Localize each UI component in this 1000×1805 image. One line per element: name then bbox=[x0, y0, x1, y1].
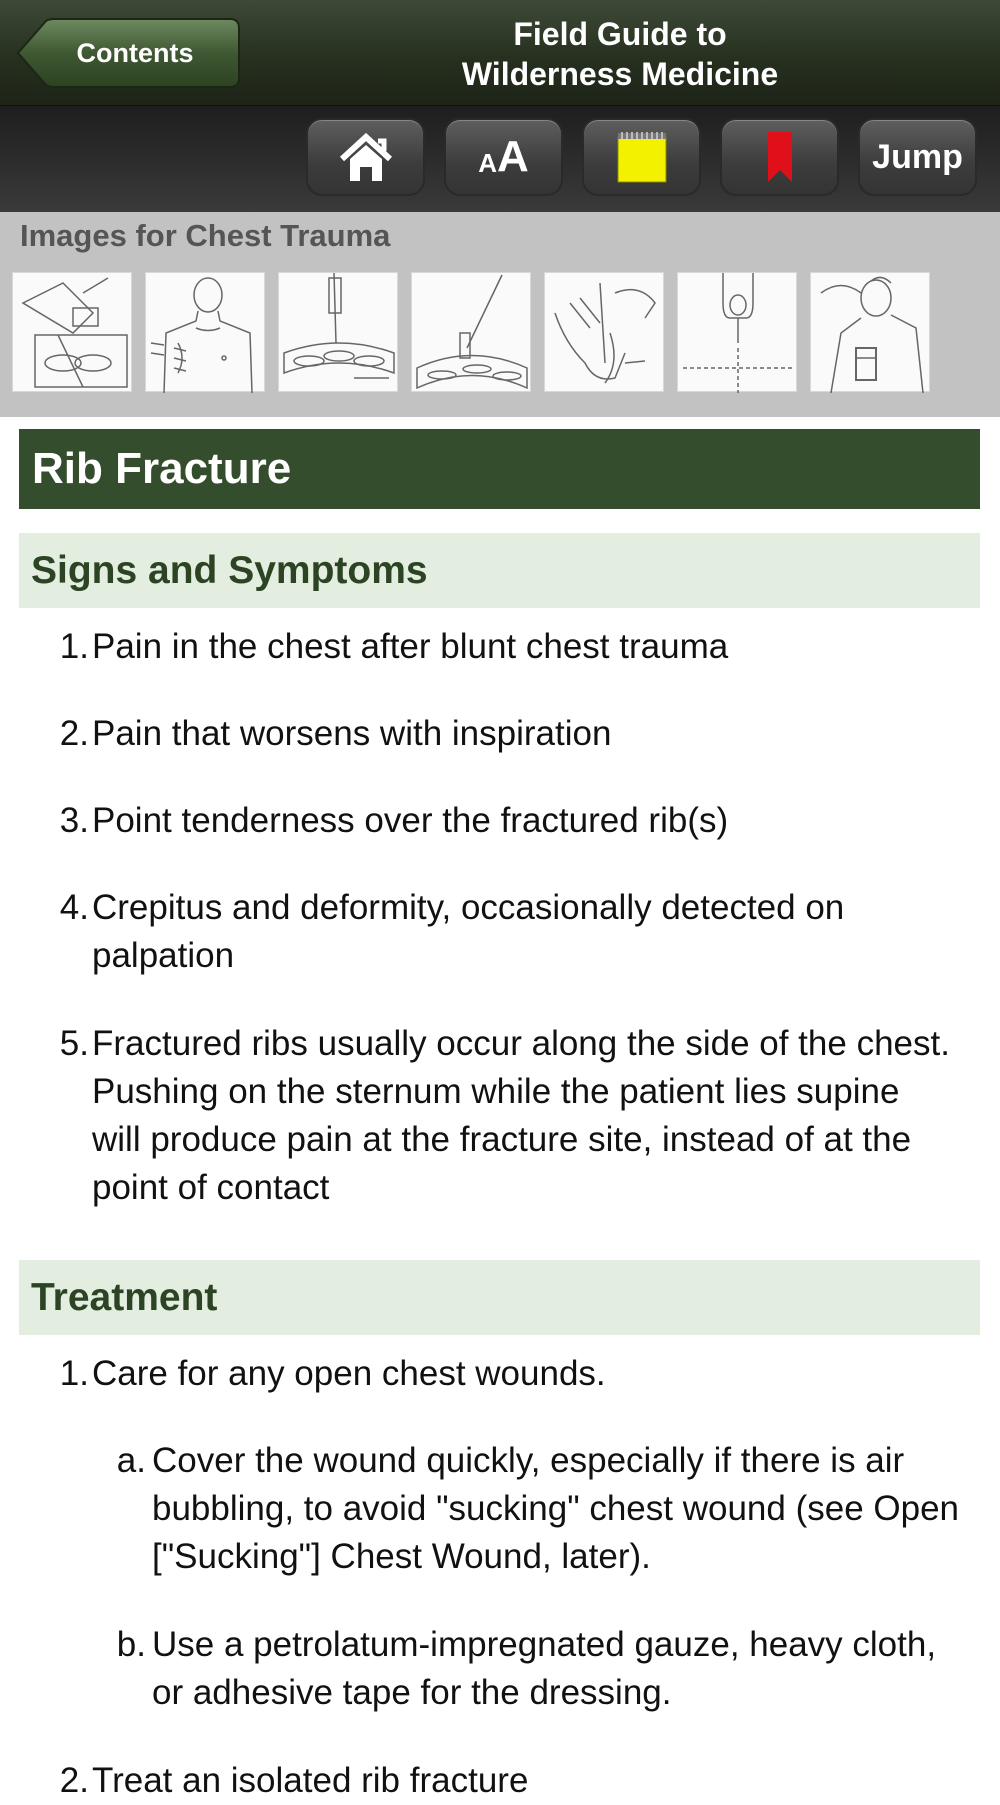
list-text: Treat an isolated rib fracture bbox=[92, 1761, 529, 1800]
illustration-4 bbox=[412, 273, 532, 393]
list-text: Point tenderness over the fractured rib(s) bbox=[92, 801, 729, 840]
list-number: 3. bbox=[59, 801, 89, 840]
home-icon bbox=[338, 129, 394, 185]
list-letter: b. bbox=[116, 1625, 146, 1664]
list-item bbox=[59, 1020, 952, 1212]
jump-label: Jump bbox=[872, 137, 963, 176]
navigation-bar bbox=[0, 0, 1000, 106]
notes-button[interactable] bbox=[582, 118, 701, 196]
thumbnail-image-5[interactable] bbox=[544, 272, 664, 392]
bookmark-button[interactable] bbox=[720, 118, 839, 196]
list-number: 2. bbox=[59, 714, 89, 753]
list-text: Pain in the chest after blunt chest trauma bbox=[92, 627, 729, 666]
app-title bbox=[420, 14, 820, 94]
bookmark-icon bbox=[765, 130, 795, 184]
contents-back-button[interactable] bbox=[16, 18, 240, 88]
app-title-line1: Field Guide to bbox=[513, 16, 727, 52]
thumbnail-image-6[interactable] bbox=[677, 272, 797, 392]
list-number: 5. bbox=[59, 1024, 89, 1063]
thumbnail-image-2[interactable] bbox=[145, 272, 265, 392]
list-number: 1. bbox=[59, 1354, 89, 1393]
sub-list-item bbox=[116, 1437, 962, 1581]
font-size-button[interactable] bbox=[444, 118, 563, 196]
illustration-1 bbox=[13, 273, 133, 393]
jump-button[interactable] bbox=[858, 118, 977, 196]
note-icon bbox=[615, 130, 669, 184]
list-text: Use a petrolatum-impregnated gauze, heavy cloth, or adhesive tape for the dressing. bbox=[152, 1625, 937, 1712]
list-number: 4. bbox=[59, 888, 89, 927]
thumbnail-row bbox=[12, 272, 930, 392]
thumbnail-image-7[interactable] bbox=[810, 272, 930, 392]
illustration-2 bbox=[146, 273, 266, 393]
list-number: 1. bbox=[59, 627, 89, 666]
illustration-7 bbox=[811, 273, 931, 393]
list-item bbox=[59, 623, 972, 671]
image-strip bbox=[0, 212, 1000, 417]
list-text: Crepitus and deformity, occasionally detected on palpation bbox=[92, 888, 845, 975]
font-size-icon: A A bbox=[478, 132, 529, 181]
list-text: Cover the wound quickly, especially if there is air bubbling, to avoid "sucking" chest wound (see Open ["Sucking"] Chest Wound, later). bbox=[152, 1441, 960, 1576]
illustration-3 bbox=[279, 273, 399, 393]
toolbar bbox=[0, 106, 1000, 212]
list-item bbox=[59, 797, 972, 845]
contents-back-label: Contents bbox=[76, 37, 194, 68]
list-item bbox=[59, 884, 952, 980]
section-heading-treatment: Treatment bbox=[19, 1260, 980, 1335]
app-title-line2: Wilderness Medicine bbox=[461, 56, 779, 92]
thumbnail-image-4[interactable] bbox=[411, 272, 531, 392]
section-heading-signs-symptoms: Signs and Symptoms bbox=[19, 533, 980, 608]
list-text: Care for any open chest wounds. bbox=[92, 1354, 606, 1393]
illustration-5 bbox=[545, 273, 665, 393]
list-letter: a. bbox=[116, 1441, 146, 1480]
home-button[interactable] bbox=[306, 118, 425, 196]
list-item bbox=[59, 1757, 972, 1805]
image-strip-title: Images for Chest Trauma bbox=[20, 218, 391, 253]
list-text: Fractured ribs usually occur along the side of the chest. Pushing on the sternum while the patient lies supine will produce pain at the fracture site, instead of at the point of contact bbox=[92, 1024, 950, 1207]
sub-list-item bbox=[116, 1621, 962, 1717]
list-item bbox=[59, 1350, 972, 1398]
list-number: 2. bbox=[59, 1761, 89, 1800]
list-item bbox=[59, 710, 972, 758]
thumbnail-image-3[interactable] bbox=[278, 272, 398, 392]
article-title: Rib Fracture bbox=[19, 429, 980, 509]
list-text: Pain that worsens with inspiration bbox=[92, 714, 612, 753]
thumbnail-image-1[interactable] bbox=[12, 272, 132, 392]
illustration-6 bbox=[678, 273, 798, 393]
